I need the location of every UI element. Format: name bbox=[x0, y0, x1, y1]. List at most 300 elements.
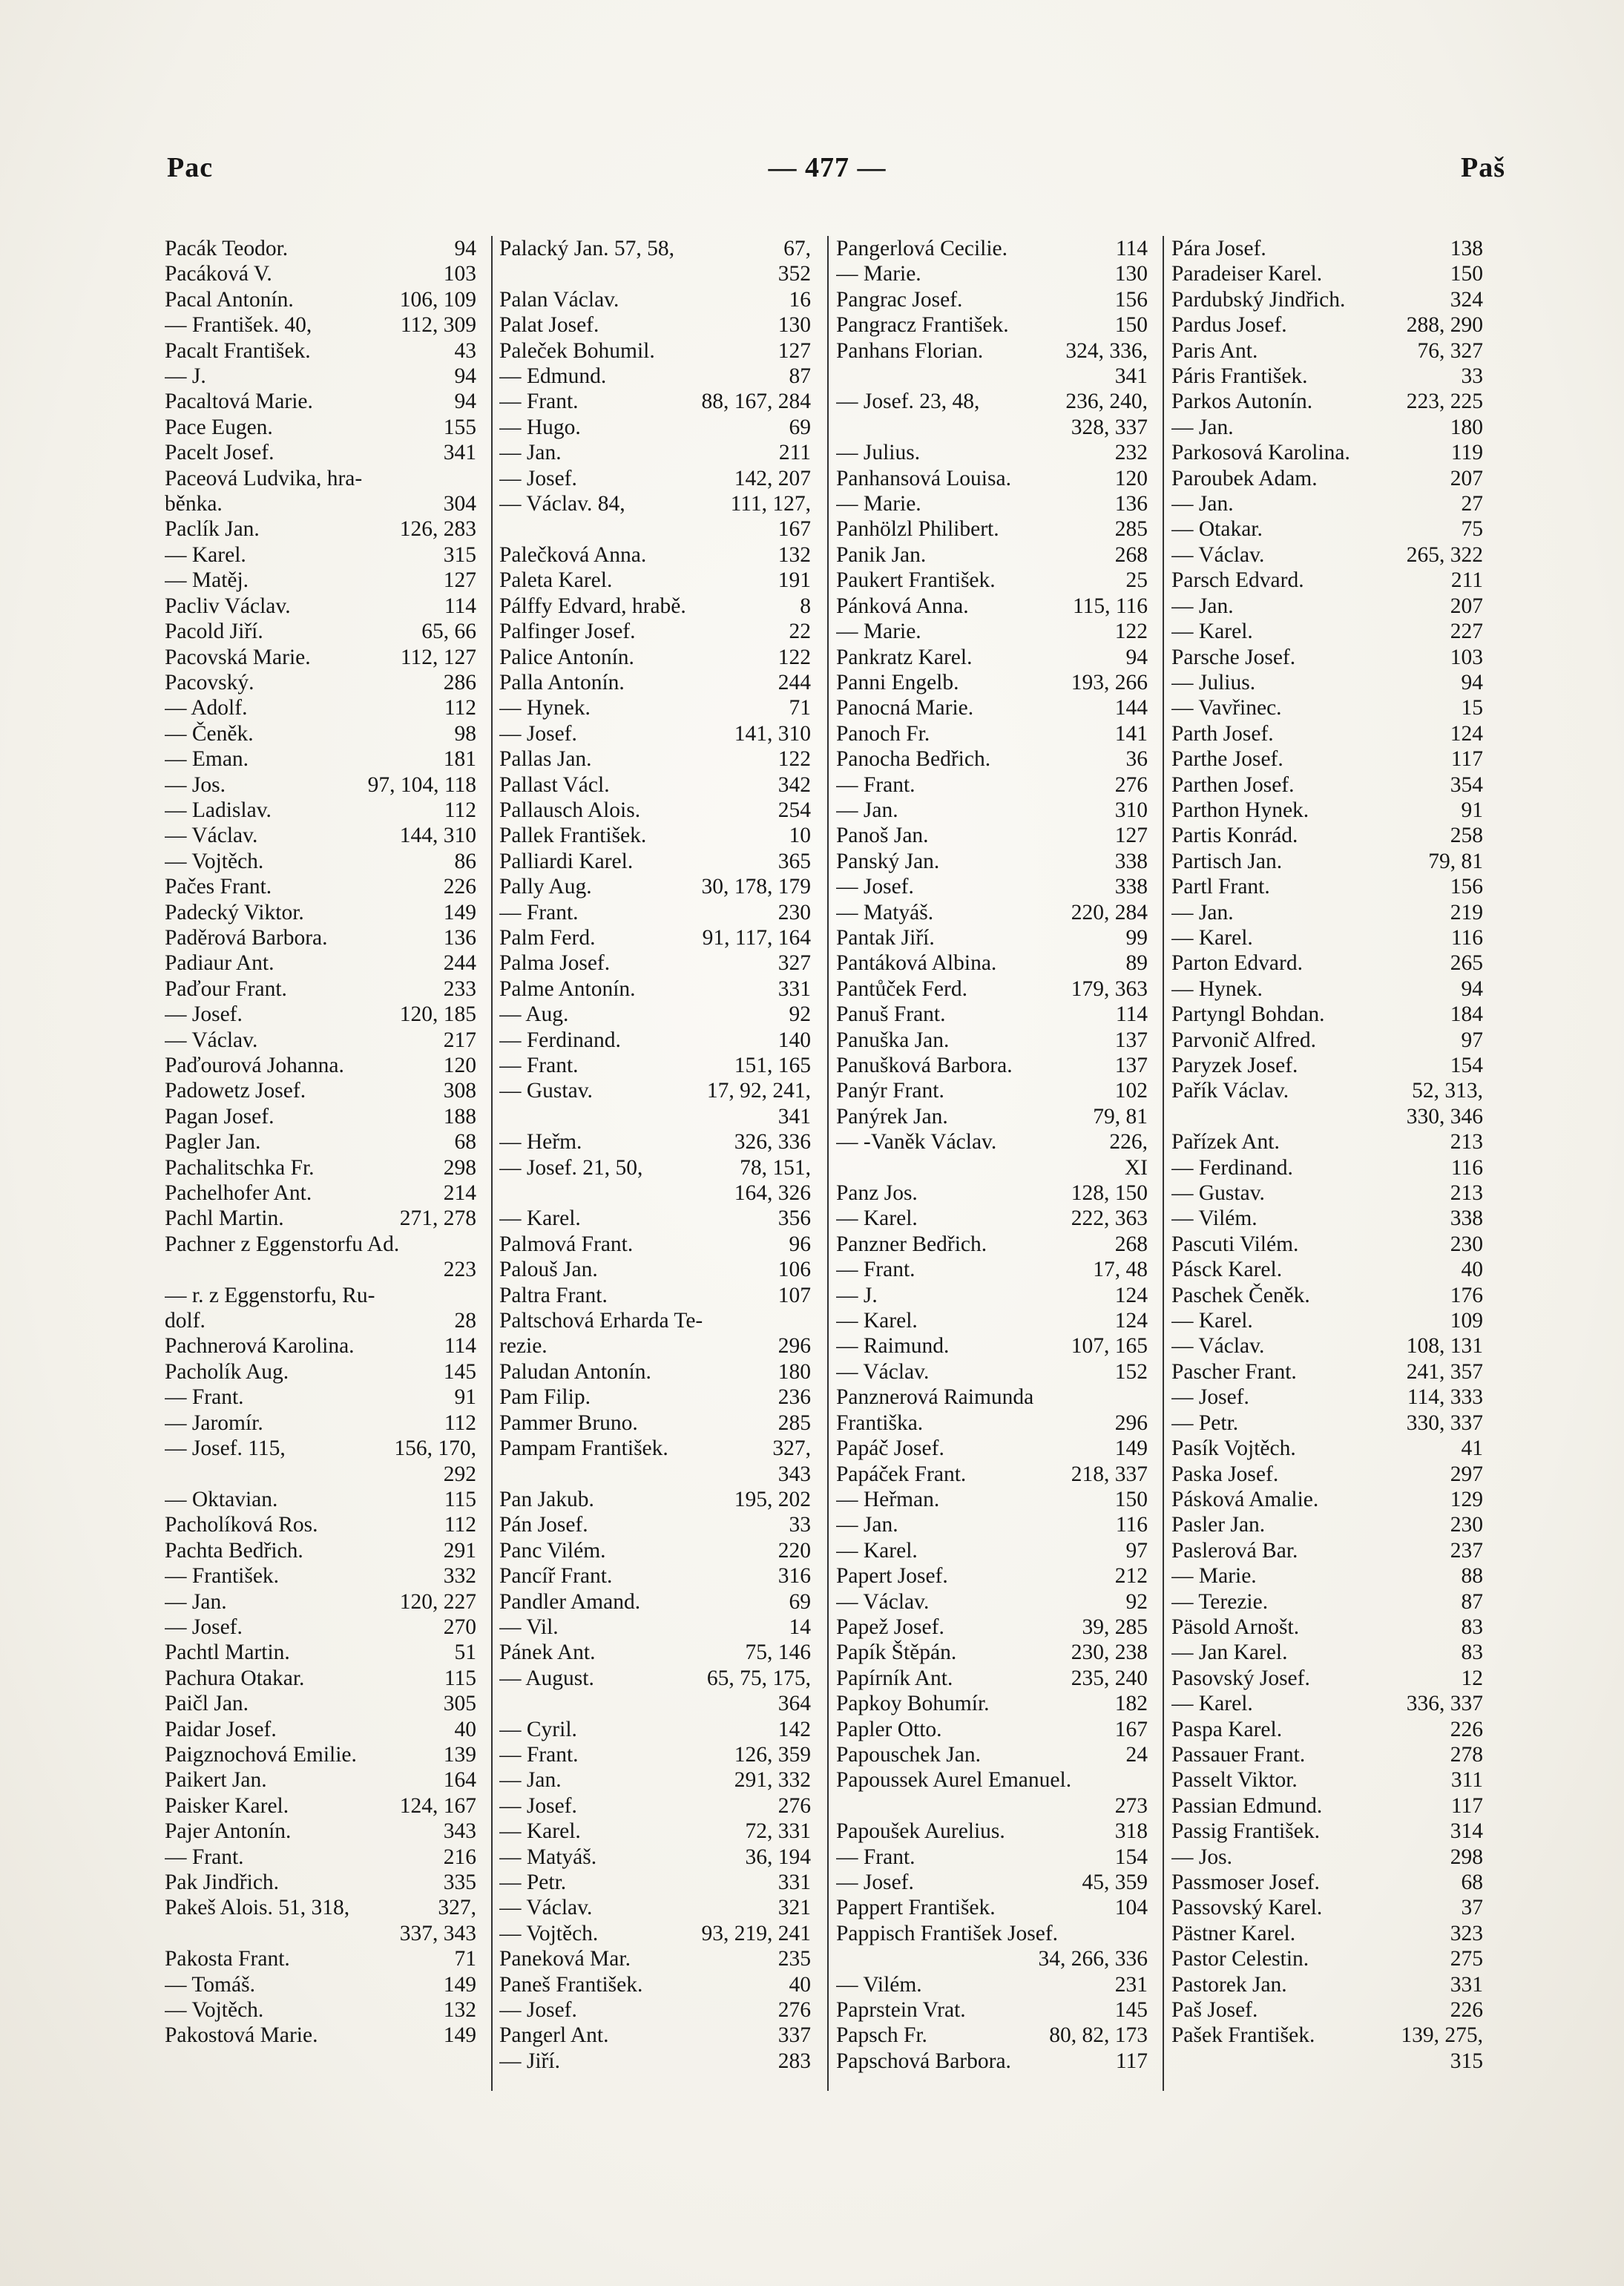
entry-name: — Karel. bbox=[836, 1206, 918, 1231]
entry-pages: 72, 331 bbox=[745, 1819, 811, 1844]
index-entry bbox=[1171, 772, 1483, 798]
entry-name: Panuška Jan. bbox=[836, 1028, 950, 1052]
entry-name: — Václav. bbox=[1171, 1334, 1265, 1359]
entry-name: Palan Václav. bbox=[499, 287, 619, 312]
entry-name: — Jan. bbox=[836, 798, 898, 822]
entry-name: Pacholíková Ros. bbox=[165, 1513, 318, 1537]
entry-pages: 184 bbox=[1450, 1002, 1483, 1027]
entry-name: Pan Jakub. bbox=[499, 1487, 594, 1511]
entry-name: — Julius. bbox=[836, 441, 921, 465]
index-entry bbox=[1171, 1615, 1483, 1640]
entry-name: Paltra Frant. bbox=[499, 1283, 608, 1307]
entry-name: Palečková Anna. bbox=[499, 542, 647, 567]
index-entry bbox=[836, 798, 1148, 823]
entry-pages: 124, 167 bbox=[399, 1793, 476, 1818]
index-entry bbox=[836, 516, 1148, 542]
index-entry bbox=[1171, 1180, 1483, 1206]
entry-pages: 97 bbox=[1125, 1538, 1148, 1563]
entry-name: — Frant. bbox=[836, 1258, 915, 1282]
entry-name: — Josef. bbox=[499, 1998, 577, 2023]
entry-pages: 68 bbox=[1461, 1870, 1483, 1894]
entry-pages: 52, 313, bbox=[1412, 1079, 1483, 1103]
index-entry bbox=[1171, 746, 1483, 772]
entry-name: — Jan. bbox=[1171, 594, 1234, 618]
index-entry bbox=[165, 1615, 476, 1640]
index-entry bbox=[165, 1206, 476, 1231]
entry-pages: 244 bbox=[778, 670, 811, 694]
entry-pages: 114 bbox=[444, 1334, 476, 1359]
entry-name: Pacáková V. bbox=[165, 262, 272, 286]
entry-pages: 218, 337 bbox=[1071, 1462, 1148, 1486]
entry-name: — Gustav. bbox=[499, 1079, 593, 1103]
index-entry bbox=[1171, 1691, 1483, 1716]
entry-name: — Oktavian. bbox=[165, 1487, 278, 1511]
index-entry bbox=[836, 312, 1148, 338]
entry-pages: 213 bbox=[1450, 1130, 1483, 1155]
entry-name: — Václav. bbox=[499, 1896, 593, 1920]
entry-pages: 176 bbox=[1450, 1283, 1483, 1307]
entry-name: — J. bbox=[165, 364, 206, 389]
entry-name: — Václav. bbox=[165, 824, 258, 848]
entry-pages: 223, 225 bbox=[1406, 390, 1483, 414]
entry-pages: 305 bbox=[443, 1692, 476, 1716]
entry-name: Pastorek Jan. bbox=[1171, 1972, 1287, 1997]
index-entry bbox=[165, 619, 476, 644]
entry-pages: 296 bbox=[778, 1334, 811, 1359]
entry-pages: 103 bbox=[443, 262, 476, 286]
entry-pages: 120, 227 bbox=[399, 1589, 476, 1614]
entry-pages: 216 bbox=[443, 1845, 476, 1869]
entry-name: — Václav. bbox=[165, 1028, 258, 1052]
entry-pages: 151, 165 bbox=[734, 1054, 811, 1077]
entry-pages: 132 bbox=[778, 542, 811, 567]
index-entry bbox=[499, 415, 811, 440]
index-entry-continuation: 343 bbox=[778, 1462, 811, 1486]
entry-pages: 130 bbox=[1114, 262, 1148, 286]
entry-pages: 217 bbox=[443, 1028, 476, 1052]
entry-name: — Matyáš. bbox=[836, 900, 934, 924]
entry-name: — Julius. bbox=[1171, 670, 1256, 694]
entry-pages: 17, 92, 241, bbox=[706, 1079, 811, 1103]
index-entry bbox=[836, 2049, 1148, 2074]
entry-name: Pásková Amalie. bbox=[1171, 1487, 1319, 1511]
entry-pages: 152 bbox=[1114, 1359, 1148, 1384]
entry-name: Parth Josef. bbox=[1171, 721, 1274, 746]
entry-name: — František. 40, bbox=[165, 313, 312, 338]
index-entry bbox=[1171, 1563, 1483, 1589]
entry-pages: 226 bbox=[443, 875, 476, 899]
entry-pages: 124 bbox=[1114, 1309, 1148, 1333]
entry-pages: 115 bbox=[444, 1487, 476, 1511]
entry-name: — r. z Eggenstorfu, Ru- bbox=[165, 1283, 375, 1307]
entry-name: — -Vaněk Václav. bbox=[836, 1130, 997, 1155]
entry-name: — Václav. bbox=[836, 1359, 930, 1384]
index-entry bbox=[1171, 1972, 1483, 1997]
index-entry bbox=[1171, 950, 1483, 976]
entry-name: Pammer Bruno. bbox=[499, 1410, 638, 1435]
entry-name: — Vil. bbox=[499, 1615, 559, 1639]
index-entry-continuation: 315 bbox=[1450, 2049, 1483, 2073]
entry-pages: 142 bbox=[778, 1717, 811, 1741]
entry-pages: 156 bbox=[1114, 287, 1148, 312]
index-entry bbox=[499, 2023, 811, 2048]
entry-name: — Josef. bbox=[499, 466, 577, 490]
index-entry bbox=[499, 1308, 811, 1333]
entry-pages: 94 bbox=[1461, 670, 1483, 694]
index-entry bbox=[836, 1410, 1148, 1436]
entry-name: Pangerlová Cecilie. bbox=[836, 237, 1008, 260]
entry-pages: 207 bbox=[1450, 466, 1483, 490]
index-entry bbox=[836, 1691, 1148, 1716]
entry-name: — Josef. bbox=[499, 1793, 577, 1818]
entry-name: Panuš Frant. bbox=[836, 1002, 946, 1027]
entry-name: — Vilém. bbox=[836, 1972, 922, 1997]
index-entry bbox=[165, 312, 476, 338]
entry-name: — Frant. bbox=[499, 1054, 579, 1077]
entry-pages: 230 bbox=[1450, 1232, 1483, 1256]
entry-pages: 149 bbox=[1114, 1436, 1148, 1461]
entry-pages: 78, 151, bbox=[740, 1155, 811, 1180]
index-entry bbox=[165, 1487, 476, 1512]
index-entry bbox=[499, 1487, 811, 1512]
entry-name: Pachura Otakar. bbox=[165, 1666, 305, 1690]
entry-pages: 331 bbox=[778, 1870, 811, 1894]
index-entry bbox=[836, 338, 1148, 364]
entry-name: Pašek František. bbox=[1171, 2023, 1315, 2048]
entry-pages: 97, 104, 118 bbox=[367, 772, 476, 797]
index-entry bbox=[836, 1563, 1148, 1589]
entry-pages: 230, 238 bbox=[1071, 1640, 1148, 1665]
index-entry-continuation: 292 bbox=[443, 1462, 476, 1486]
entry-pages: 94 bbox=[454, 390, 476, 414]
entry-pages: 298 bbox=[1450, 1845, 1483, 1869]
index-column-4 bbox=[1171, 236, 1483, 2074]
entry-name: Pachtl Martin. bbox=[165, 1640, 290, 1665]
entry-pages: 285 bbox=[778, 1410, 811, 1435]
entry-pages: 315 bbox=[443, 542, 476, 567]
entry-pages: 68 bbox=[454, 1130, 476, 1155]
entry-name: Passmoser Josef. bbox=[1171, 1870, 1320, 1894]
index-entry bbox=[165, 1155, 476, 1180]
entry-name: — Vojtěch. bbox=[165, 849, 264, 873]
entry-name: Pasovský Josef. bbox=[1171, 1666, 1310, 1690]
entry-pages: 40 bbox=[454, 1717, 476, 1741]
entry-name: Pajer Antonín. bbox=[165, 1819, 292, 1844]
entry-name: Pacliv Václav. bbox=[165, 594, 291, 618]
entry-pages: 39, 285 bbox=[1082, 1615, 1148, 1639]
entry-pages: 341 bbox=[443, 441, 476, 465]
entry-name: Pachner z Eggenstorfu Ad. bbox=[165, 1232, 400, 1256]
entry-name: Pacovský. bbox=[165, 670, 254, 694]
index-entry bbox=[499, 1028, 811, 1053]
entry-name: Pangracz František. bbox=[836, 313, 1009, 338]
index-entry bbox=[836, 491, 1148, 516]
entry-pages: 115 bbox=[444, 1666, 476, 1690]
entry-pages: 226, bbox=[1109, 1130, 1148, 1155]
index-entry bbox=[1171, 287, 1483, 312]
entry-name: Pankratz Karel. bbox=[836, 645, 973, 669]
index-entry bbox=[165, 491, 476, 516]
entry-pages: 230 bbox=[1450, 1513, 1483, 1537]
entry-pages: 94 bbox=[1461, 976, 1483, 1001]
entry-pages: 193, 266 bbox=[1071, 670, 1148, 694]
index-entry bbox=[1171, 1666, 1483, 1691]
entry-name: Palfinger Josef. bbox=[499, 620, 636, 644]
entry-pages: 331 bbox=[778, 976, 811, 1001]
index-entry bbox=[1171, 1767, 1483, 1793]
entry-pages: 308 bbox=[443, 1079, 476, 1103]
entry-name: Palice Antonín. bbox=[499, 645, 634, 669]
index-entry bbox=[1171, 721, 1483, 746]
entry-name: Palmová Frant. bbox=[499, 1232, 634, 1256]
index-entry bbox=[165, 1717, 476, 1742]
index-entry bbox=[165, 1589, 476, 1615]
entry-name: — Josef. bbox=[499, 721, 577, 746]
entry-pages: 180 bbox=[778, 1359, 811, 1384]
entry-pages: 144, 310 bbox=[399, 824, 476, 848]
entry-pages: 65, 66 bbox=[421, 620, 476, 644]
entry-name: — Jan. bbox=[1171, 415, 1234, 439]
entry-pages: 182 bbox=[1114, 1692, 1148, 1716]
entry-name: Panni Engelb. bbox=[836, 670, 959, 694]
entry-name: — Matyáš. bbox=[499, 1845, 597, 1869]
index-entry bbox=[499, 746, 811, 772]
index-entry bbox=[499, 670, 811, 695]
index-entry bbox=[165, 1283, 476, 1308]
entry-name: Palme Antonín. bbox=[499, 976, 636, 1001]
index-entry bbox=[499, 1921, 811, 1946]
entry-name: — Heřm. bbox=[499, 1130, 582, 1155]
entry-name: Panc Vilém. bbox=[499, 1538, 606, 1563]
entry-name: Panz Jos. bbox=[836, 1181, 918, 1206]
entry-name: — Cyril. bbox=[499, 1717, 577, 1741]
entry-pages: 288, 290 bbox=[1406, 313, 1483, 338]
entry-name: Padiaur Ant. bbox=[165, 951, 274, 976]
entry-pages: 40 bbox=[1461, 1258, 1483, 1282]
entry-name: Padecký Viktor. bbox=[165, 900, 304, 924]
entry-pages: 226 bbox=[1450, 1998, 1483, 2023]
entry-name: Pantůček Ferd. bbox=[836, 976, 967, 1001]
index-entry bbox=[1171, 440, 1483, 465]
entry-name: — Marie. bbox=[836, 620, 921, 644]
entry-pages: 67, bbox=[783, 237, 811, 260]
index-entry bbox=[499, 1538, 811, 1563]
entry-name: Parsche Josef. bbox=[1171, 645, 1296, 669]
index-entry bbox=[836, 236, 1148, 261]
entry-name: Paigznochová Emilie. bbox=[165, 1742, 357, 1767]
entry-pages: 136 bbox=[443, 925, 476, 950]
index-entry bbox=[165, 466, 476, 491]
entry-pages: 40 bbox=[789, 1972, 811, 1997]
index-entry bbox=[1171, 695, 1483, 720]
entry-pages: 79, 81 bbox=[1093, 1104, 1148, 1129]
index-entry bbox=[836, 1895, 1148, 1920]
entry-name: — Marie. bbox=[1171, 1564, 1257, 1589]
entry-name: — Jos. bbox=[165, 772, 226, 797]
entry-name: — Hynek. bbox=[499, 696, 591, 720]
index-entry bbox=[165, 1691, 476, 1716]
entry-pages: 164 bbox=[443, 1768, 476, 1793]
entry-name: Palouš Jan. bbox=[499, 1258, 598, 1282]
entry-pages: 127 bbox=[778, 338, 811, 363]
index-entry bbox=[165, 772, 476, 798]
entry-name: Františka. bbox=[836, 1410, 924, 1435]
entry-name: Papírník Ant. bbox=[836, 1666, 953, 1690]
index-entry bbox=[165, 1946, 476, 1971]
index-entry bbox=[836, 261, 1148, 286]
entry-name: — Frant. bbox=[165, 1845, 244, 1869]
index-entry bbox=[165, 1512, 476, 1537]
entry-pages: 235 bbox=[778, 1947, 811, 1971]
index-entry bbox=[836, 1972, 1148, 1997]
entry-pages: 276 bbox=[778, 1998, 811, 2023]
entry-pages: 17, 48 bbox=[1093, 1258, 1148, 1282]
entry-name: — Karel. bbox=[499, 1206, 581, 1231]
index-entry-continuation: XI bbox=[1124, 1155, 1148, 1180]
entry-pages: 276 bbox=[1114, 772, 1148, 797]
entry-name: Pampam František. bbox=[499, 1436, 668, 1461]
index-entry bbox=[499, 466, 811, 491]
entry-pages: 91 bbox=[1461, 798, 1483, 822]
entry-pages: 51 bbox=[454, 1640, 476, 1665]
index-entry bbox=[1171, 925, 1483, 950]
index-entry bbox=[836, 1767, 1148, 1793]
index-entry bbox=[499, 1512, 811, 1537]
index-entry bbox=[499, 1359, 811, 1385]
entry-pages: 97 bbox=[1461, 1028, 1483, 1052]
entry-name: Paukert František. bbox=[836, 568, 996, 593]
index-entry bbox=[499, 1666, 811, 1691]
entry-name: — Jaromír. bbox=[165, 1410, 263, 1435]
entry-pages: 318 bbox=[1114, 1819, 1148, 1844]
entry-pages: 112, 309 bbox=[400, 313, 476, 338]
index-entry bbox=[836, 849, 1148, 874]
entry-pages: 87 bbox=[789, 364, 811, 389]
index-entry bbox=[165, 900, 476, 925]
entry-name: Pappert František. bbox=[836, 1896, 996, 1920]
index-entry bbox=[165, 1180, 476, 1206]
entry-name: Parkos Autonín. bbox=[1171, 390, 1313, 414]
index-entry bbox=[1171, 516, 1483, 542]
entry-name: Papoušek Aurelius. bbox=[836, 1819, 1005, 1844]
entry-name: Pantak Jiří. bbox=[836, 925, 935, 950]
entry-name: Pánková Anna. bbox=[836, 594, 969, 618]
entry-name: Pakeš Alois. 51, 318, bbox=[165, 1896, 350, 1920]
entry-name: Panhölzl Philibert. bbox=[836, 517, 999, 542]
index-entry bbox=[836, 1028, 1148, 1053]
entry-pages: 83 bbox=[1461, 1615, 1483, 1639]
entry-name: Panzner Bedřich. bbox=[836, 1232, 987, 1256]
entry-name: — Frant. bbox=[836, 1845, 915, 1869]
entry-pages: 65, 75, 175, bbox=[706, 1666, 811, 1690]
index-column-3 bbox=[836, 236, 1148, 2074]
index-entry bbox=[165, 823, 476, 848]
entry-name: — Karel. bbox=[1171, 1309, 1253, 1333]
entry-pages: 191 bbox=[778, 568, 811, 593]
entry-name: Pästner Karel. bbox=[1171, 1921, 1296, 1945]
index-entry bbox=[165, 1870, 476, 1895]
entry-pages: 41 bbox=[1461, 1436, 1483, 1461]
entry-pages: 137 bbox=[1114, 1028, 1148, 1052]
entry-pages: 321 bbox=[778, 1896, 811, 1920]
entry-pages: 43 bbox=[454, 338, 476, 363]
entry-pages: 327, bbox=[438, 1896, 476, 1920]
index-entry bbox=[165, 364, 476, 389]
entry-pages: 244 bbox=[443, 951, 476, 976]
entry-pages: 14 bbox=[789, 1615, 811, 1639]
entry-pages: 179, 363 bbox=[1071, 976, 1148, 1001]
index-entry bbox=[499, 849, 811, 874]
entry-name: Panocná Marie. bbox=[836, 696, 974, 720]
entry-name: — Vilém. bbox=[1171, 1206, 1258, 1231]
entry-pages: 291, 332 bbox=[734, 1768, 811, 1793]
entry-name: Paš Josef. bbox=[1171, 1998, 1258, 2023]
index-entry bbox=[165, 1845, 476, 1870]
entry-name: Paisker Karel. bbox=[165, 1793, 289, 1818]
index-entry bbox=[836, 1436, 1148, 1461]
index-entry bbox=[836, 695, 1148, 720]
index-entry bbox=[1171, 1002, 1483, 1027]
entry-pages: 10 bbox=[789, 824, 811, 848]
entry-name: — Jan. bbox=[1171, 900, 1234, 924]
entry-name: — Eman. bbox=[165, 747, 249, 772]
index-entry bbox=[499, 772, 811, 798]
entry-name: — Jos. bbox=[1171, 1845, 1232, 1869]
entry-pages: 93, 219, 241 bbox=[701, 1921, 811, 1945]
index-entry bbox=[1171, 619, 1483, 644]
index-entry bbox=[836, 1359, 1148, 1385]
entry-pages: 265, 322 bbox=[1406, 542, 1483, 567]
entry-name: — Tomáš. bbox=[165, 1972, 255, 1997]
index-entry bbox=[165, 1742, 476, 1767]
index-entry bbox=[165, 287, 476, 312]
entry-pages: 112 bbox=[444, 696, 476, 720]
column-divider bbox=[491, 236, 493, 2091]
entry-pages: 324, 336, bbox=[1065, 338, 1148, 363]
entry-pages: 207 bbox=[1450, 594, 1483, 618]
entry-pages: 37 bbox=[1461, 1896, 1483, 1920]
entry-name: — Jan Karel. bbox=[1171, 1640, 1288, 1665]
index-entry bbox=[165, 1385, 476, 1410]
index-entry bbox=[499, 874, 811, 899]
entry-pages: 354 bbox=[1450, 772, 1483, 797]
index-entry bbox=[499, 619, 811, 644]
entry-pages: 28 bbox=[454, 1309, 476, 1333]
entry-name: Panoch Fr. bbox=[836, 721, 930, 746]
index-entry bbox=[499, 645, 811, 670]
entry-pages: 137 bbox=[1114, 1054, 1148, 1077]
index-entry-continuation: 328, 337 bbox=[1071, 415, 1148, 439]
entry-pages: 127 bbox=[443, 568, 476, 593]
entry-name: Passovský Karel. bbox=[1171, 1896, 1323, 1920]
index-entry bbox=[499, 1206, 811, 1231]
entry-name: — Jan. bbox=[1171, 492, 1234, 516]
entry-name: Pacholík Aug. bbox=[165, 1359, 289, 1384]
entry-pages: 154 bbox=[1450, 1054, 1483, 1077]
entry-name: Pally Aug. bbox=[499, 875, 592, 899]
entry-name: Panýrek Jan. bbox=[836, 1104, 948, 1129]
entry-pages: 112 bbox=[444, 1513, 476, 1537]
index-entry bbox=[165, 1232, 476, 1257]
entry-name: Paičl Jan. bbox=[165, 1692, 249, 1716]
entry-name: — Heřman. bbox=[836, 1487, 940, 1511]
entry-name: Pangrac Josef. bbox=[836, 287, 963, 312]
entry-name: — Václav. bbox=[1171, 542, 1265, 567]
index-entry bbox=[499, 1717, 811, 1742]
index-entry bbox=[165, 1666, 476, 1691]
index-entry bbox=[499, 1870, 811, 1895]
index-entry bbox=[165, 1359, 476, 1385]
